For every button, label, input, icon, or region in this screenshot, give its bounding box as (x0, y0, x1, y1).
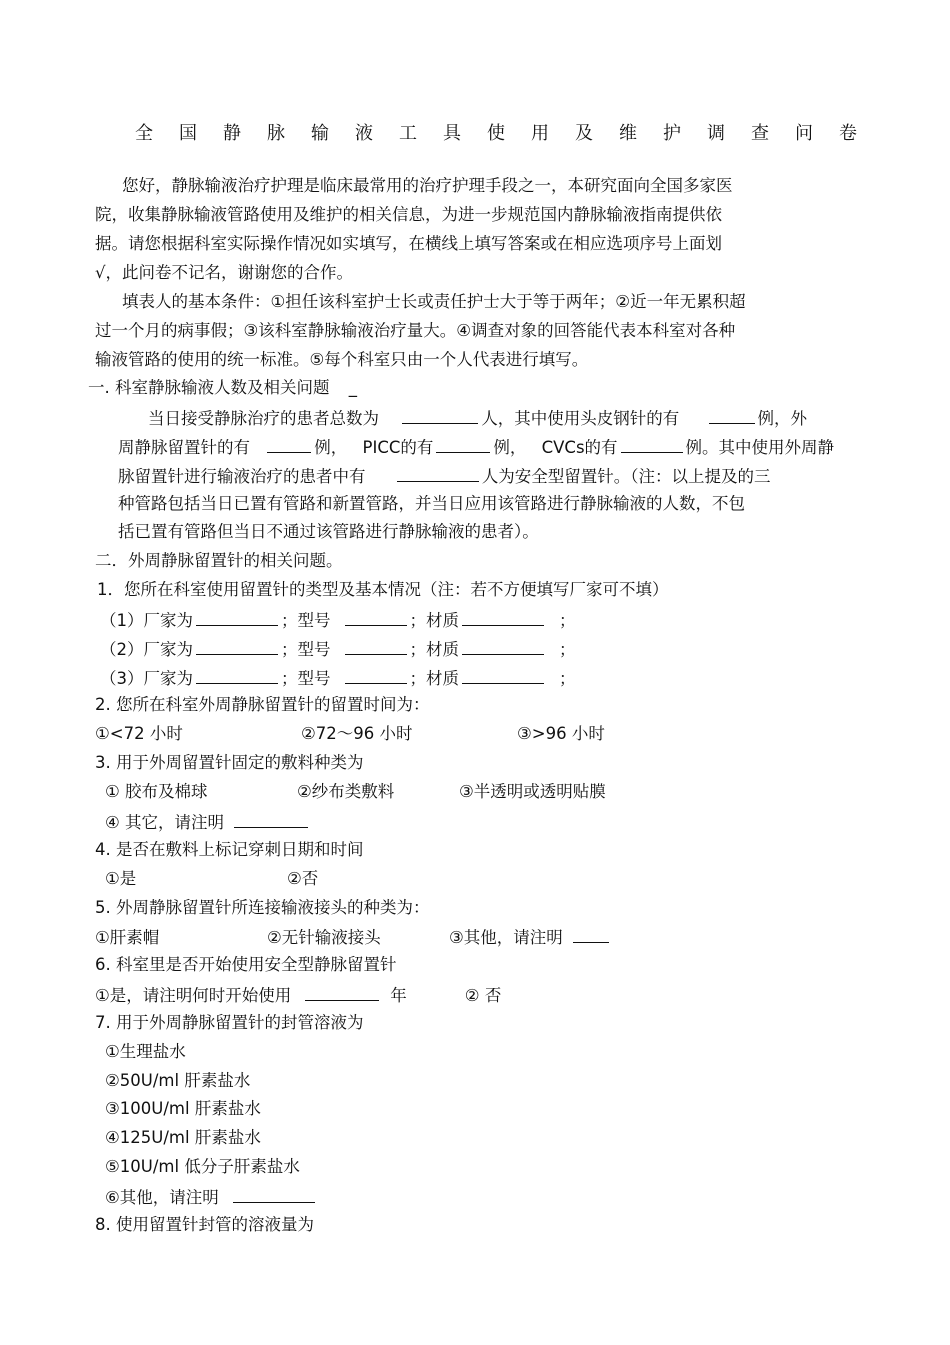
q4-option[interactable]: ②否 (287, 869, 319, 888)
peripheral-catheter-field[interactable] (267, 435, 311, 453)
section1-heading (88, 377, 357, 399)
s1-text: 人为安全型留置针。（注：以上提及的三 (481, 467, 771, 486)
title-char: 卷 (839, 123, 857, 144)
intro-line: 据。请您根据科室实际操作情况如实填写，在横线上填写答案或在相应选项序号上面划 (95, 234, 722, 253)
q1-row (100, 608, 576, 632)
conditions-line: 过一个月的病事假；③该科室静脉输液治疗量大。④调查对象的回答能代表本科室对各种 (95, 321, 736, 340)
material-field[interactable] (462, 608, 544, 626)
section1-para (148, 406, 807, 430)
q1-maker-label: 厂家为 (143, 640, 193, 659)
s1-text: CVCs的有 (541, 438, 618, 457)
q2-options (95, 723, 605, 745)
title-char: 输 (311, 123, 329, 144)
title-char: 及 (575, 123, 593, 144)
question-7: 7. 用于外周静脉留置针的封管溶液为 (95, 1013, 364, 1032)
title-char: 工 (399, 123, 417, 144)
q1-end: ； (559, 669, 576, 688)
maker-field[interactable] (196, 608, 278, 626)
title-char: 静 (223, 123, 241, 144)
q5-option[interactable]: ①肝素帽 (95, 928, 160, 947)
q1-material-label: ；材质 (409, 669, 459, 688)
q6-year-label: 年 (390, 986, 407, 1005)
q7-other (105, 1185, 318, 1209)
q5-other-field[interactable] (573, 925, 609, 943)
title-char: 查 (751, 123, 769, 144)
title-char: 使 (487, 123, 505, 144)
title-char: 具 (443, 123, 461, 144)
q4-options (105, 868, 318, 890)
q6-option-yes[interactable]: ①是，请注明何时开始使用 (95, 986, 292, 1005)
conditions-line: 填表人的基本条件：①担任该科室护士长或责任护士大于等于两年；②近一年无累积超 (122, 292, 746, 311)
model-field[interactable] (345, 637, 407, 655)
question-1: 1．您所在科室使用留置针的类型及基本情况（注：若不方便填写厂家可不填） (97, 580, 669, 599)
q1-row (100, 637, 576, 661)
q2-option[interactable]: ③>96 小时 (517, 724, 605, 743)
q1-material-label: ；材质 (409, 611, 459, 630)
question-6: 6. 科室里是否开始使用安全型静脉留置针 (95, 955, 397, 974)
q3-other-label[interactable]: ④ 其它，请注明 (105, 813, 225, 832)
model-field[interactable] (345, 666, 407, 684)
q5-option[interactable]: ②无针输液接头 (267, 928, 381, 947)
section1-para (118, 464, 771, 488)
q1-model-label: ；型号 (281, 669, 331, 688)
q1-material-label: ；材质 (409, 640, 459, 659)
q6-option-no[interactable]: ② 否 (464, 986, 502, 1005)
q1-model-label: ；型号 (281, 640, 331, 659)
q3-other (105, 810, 311, 834)
section1-para: 括已置有管路但当日不通过该管路进行静脉输液的患者）。 (118, 522, 539, 541)
title-char: 维 (619, 123, 637, 144)
q7-option[interactable]: ③100U/ml 肝素盐水 (105, 1099, 261, 1118)
q2-option[interactable]: ①<72 小时 (95, 724, 183, 743)
intro-line: √，此问卷不记名，谢谢您的合作。 (95, 263, 354, 282)
q3-option[interactable]: ① 胶布及棉球 (105, 782, 208, 801)
q5-option[interactable]: ③其他，请注明 (449, 928, 563, 947)
title-char: 液 (355, 123, 373, 144)
intro-line: 您好，静脉输液治疗护理是临床最常用的治疗护理手段之一，本研究面向全国多家医 (122, 176, 733, 195)
section1-para: 种管路包括当日已置有管路和新置管路，并当日应用该管路进行静脉输液的人数，不包 (118, 494, 745, 513)
title-char: 用 (531, 123, 549, 144)
s1-text: 周静脉留置针的有 (118, 438, 250, 457)
q4-option[interactable]: ①是 (105, 869, 137, 888)
s1-text: 例， (314, 438, 348, 457)
material-field[interactable] (462, 637, 544, 655)
title-char: 护 (663, 123, 681, 144)
section1-para (118, 435, 834, 459)
q2-option[interactable]: ②72～96 小时 (301, 724, 413, 743)
title-char: 国 (179, 123, 197, 144)
question-2: 2. 您所在科室外周静脉留置针的留置时间为： (95, 695, 430, 714)
q1-model-label: ；型号 (281, 611, 331, 630)
q1-row-num: （3） (100, 669, 144, 688)
q1-end: ； (559, 611, 576, 630)
conditions-line: 输液管路的使用的统一标准。⑤每个科室只由一个人代表进行填写。 (95, 350, 589, 369)
question-3: 3. 用于外周留置针固定的敷料种类为 (95, 753, 364, 772)
q1-row (100, 666, 576, 690)
q1-row-num: （1） (100, 611, 144, 630)
material-field[interactable] (462, 666, 544, 684)
title-char: 调 (707, 123, 725, 144)
s1-text: 当日接受静脉治疗的患者总数为 (148, 409, 379, 428)
question-4: 4. 是否在敷料上标记穿刺日期和时间 (95, 840, 364, 859)
q1-row-num: （2） (100, 640, 144, 659)
maker-field[interactable] (196, 637, 278, 655)
question-5: 5. 外周静脉留置针所连接输液接头的种类为： (95, 898, 430, 917)
intro-line: 院，收集静脉输液管路使用及维护的相关信息，为进一步规范国内静脉输液指南提供依 (95, 205, 722, 224)
heading-mark: _ (348, 378, 357, 397)
model-field[interactable] (345, 608, 407, 626)
s1-text: 例。其中使用外周静 (685, 438, 835, 457)
s1-text: 脉留置针进行输液治疗的患者中有 (118, 467, 366, 486)
title-char: 问 (795, 123, 813, 144)
q3-other-field[interactable] (234, 810, 308, 828)
safety-catheter-field[interactable] (397, 464, 479, 482)
q1-maker-label: 厂家为 (143, 611, 193, 630)
q7-other-label[interactable]: ⑥其他，请注明 (105, 1188, 219, 1207)
scalp-needle-field[interactable] (709, 406, 755, 424)
q7-option[interactable]: ②50U/ml 肝素盐水 (105, 1071, 251, 1090)
title-char: 全 (135, 123, 153, 144)
q3-option[interactable]: ③半透明或透明贴膜 (459, 782, 606, 801)
q1-end: ； (559, 640, 576, 659)
s1-text: PICC的有 (362, 438, 434, 457)
s1-text: 例， (493, 438, 527, 457)
total-patients-field[interactable] (402, 406, 478, 424)
q3-options (105, 781, 606, 803)
q1-maker-label: 厂家为 (143, 669, 193, 688)
q7-other-field[interactable] (233, 1185, 315, 1203)
page-title (135, 122, 857, 146)
cvcs-field[interactable] (621, 435, 683, 453)
q6-options (95, 983, 501, 1007)
section2-heading: 二．外周静脉留置针的相关问题。 (95, 551, 343, 570)
picc-field[interactable] (436, 435, 490, 453)
q3-option[interactable]: ②纱布类敷料 (297, 782, 395, 801)
q7-option[interactable]: ①生理盐水 (105, 1042, 186, 1061)
q7-option[interactable]: ④125U/ml 肝素盐水 (105, 1128, 261, 1147)
s1-text: 人，其中使用头皮钢针的有 (481, 409, 680, 428)
q6-start-year-field[interactable] (305, 983, 379, 1001)
q5-options (95, 925, 612, 949)
section1-heading-text: 一. 科室静脉输液人数及相关问题 (88, 378, 330, 397)
title-char: 脉 (267, 123, 285, 144)
maker-field[interactable] (196, 666, 278, 684)
q7-option[interactable]: ⑤10U/ml 低分子肝素盐水 (105, 1157, 300, 1176)
s1-text: 例，外 (757, 409, 807, 428)
question-8: 8. 使用留置针封管的溶液量为 (95, 1215, 314, 1234)
